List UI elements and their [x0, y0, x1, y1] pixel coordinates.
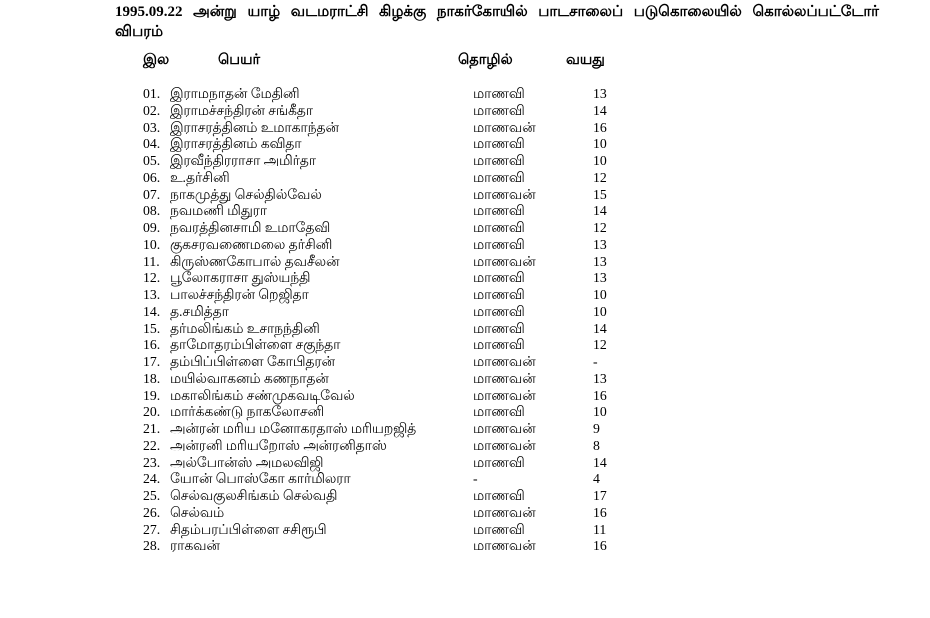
table-row [0, 203, 930, 220]
person-age: 12 [593, 337, 607, 353]
table-row [0, 136, 930, 153]
person-name: செல்வம் [170, 504, 225, 520]
table-row [0, 488, 930, 505]
person-occupation: மாணவி [473, 287, 525, 302]
row-number: 03. [143, 119, 161, 135]
row-number: 12. [143, 270, 161, 286]
person-occupation: மாணவி [473, 102, 525, 118]
table-row [0, 404, 930, 421]
row-number: 21. [143, 421, 161, 436]
row-number: 13. [143, 287, 161, 302]
person-name: ராகவன் [170, 538, 220, 554]
table-row [0, 505, 930, 522]
person-age: 9 [593, 421, 600, 436]
person-occupation: மாணவி [473, 337, 525, 353]
person-occupation: மாணவன் [473, 186, 536, 202]
person-occupation: மாணவி [473, 153, 525, 168]
person-name: குகசரவணைமலை தர்சினி [170, 236, 333, 252]
person-name: அன்ரன் மரிய மனோகரதாஸ் மரியறஜித் [170, 421, 417, 436]
person-age: 16 [593, 387, 607, 403]
row-number: 07. [143, 186, 161, 202]
row-number: 27. [143, 521, 161, 537]
person-age: - [593, 354, 598, 369]
table-row [0, 388, 930, 405]
person-occupation: மாணவி [473, 236, 525, 252]
roster-rows [0, 86, 930, 555]
person-age: 10 [593, 136, 607, 152]
person-age: 16 [593, 119, 607, 135]
table-row [0, 220, 930, 237]
row-number: 04. [143, 136, 161, 152]
person-name: தாமோதரம்பிள்ளை சகுந்தா [170, 337, 341, 353]
table-row [0, 455, 930, 472]
person-age: 14 [593, 203, 607, 219]
row-number: 10. [143, 236, 161, 252]
person-name: நாகமுத்து செல்தில்வேல் [170, 186, 322, 202]
row-number: 22. [143, 437, 161, 453]
person-name: மார்க்கண்டு நாகலோசனி [170, 404, 324, 420]
table-row [0, 287, 930, 304]
row-number: 28. [143, 538, 161, 554]
person-age: 16 [593, 504, 607, 520]
row-number: 26. [143, 504, 161, 520]
person-name: நவமணி மிதுரா [170, 203, 268, 219]
column-header-occupation: தொழில் [458, 52, 513, 68]
row-number: 11. [143, 253, 160, 269]
page-title-line2: விபரம் [115, 24, 164, 40]
person-occupation: மாணவி [473, 203, 525, 219]
row-number: 06. [143, 169, 161, 185]
person-occupation: மாணவன் [473, 253, 536, 269]
person-name: இராமநாதன் மேதினி [170, 86, 300, 101]
row-number: 14. [143, 303, 161, 319]
column-header-age: வயது [566, 52, 605, 68]
person-age: 15 [593, 186, 607, 202]
row-number: 24. [143, 471, 161, 487]
person-occupation: மாணவி [473, 220, 525, 235]
person-name: நவரத்தினசாமி உமாதேவி [170, 220, 331, 235]
person-name: பாலச்சந்திரன் றெஜிதா [170, 287, 309, 302]
person-age: 10 [593, 287, 607, 302]
row-number: 23. [143, 454, 161, 470]
table-row [0, 254, 930, 271]
person-age: 14 [593, 454, 607, 470]
column-header-number: இல [143, 52, 170, 68]
person-age: 14 [593, 320, 607, 336]
person-occupation: மாணவி [473, 169, 525, 185]
person-age: 17 [593, 488, 607, 503]
person-age: 10 [593, 303, 607, 319]
row-number: 17. [143, 354, 161, 369]
table-row [0, 321, 930, 338]
person-name: அன்ரனி மரியறோஸ் அன்ரனிதாஸ் [170, 437, 387, 453]
person-age: 13 [593, 86, 607, 101]
person-occupation: மாணவி [473, 136, 525, 152]
person-age: 8 [593, 437, 600, 453]
table-row [0, 103, 930, 120]
column-header-name: பெயர் [218, 52, 261, 68]
table-row [0, 337, 930, 354]
person-name: இரவீந்திரராசா அமிர்தா [170, 153, 316, 168]
person-age: 11 [593, 521, 607, 537]
table-row [0, 153, 930, 170]
person-age: 13 [593, 370, 607, 386]
table-row [0, 522, 930, 539]
table-row [0, 270, 930, 287]
row-number: 01. [143, 86, 161, 101]
person-occupation: மாணவன் [473, 504, 536, 520]
row-number: 02. [143, 102, 161, 118]
table-row [0, 86, 930, 103]
row-number: 25. [143, 488, 161, 503]
person-occupation: மாணவி [473, 270, 525, 286]
table-row [0, 170, 930, 187]
person-occupation: மாணவன் [473, 119, 536, 135]
row-number: 19. [143, 387, 161, 403]
row-number: 05. [143, 153, 161, 168]
person-age: 13 [593, 253, 607, 269]
row-number: 20. [143, 404, 161, 420]
person-occupation: மாணவி [473, 454, 525, 470]
person-age: 16 [593, 538, 607, 554]
person-occupation: மாணவி [473, 404, 525, 420]
table-row [0, 371, 930, 388]
person-name: யோன் பொஸ்கோ கார்மிலரா [170, 471, 351, 487]
person-name: கிருஸ்ணகோபால் தவசீலன் [170, 253, 340, 269]
table-row [0, 354, 930, 371]
table-row [0, 538, 930, 555]
person-age: 4 [593, 471, 600, 487]
row-number: 16. [143, 337, 161, 353]
table-header-row [0, 52, 930, 70]
person-occupation: மாணவன் [473, 354, 536, 369]
person-name: இராசரத்தினம் உமாகாந்தன் [170, 119, 339, 135]
table-row [0, 438, 930, 455]
row-number: 09. [143, 220, 161, 235]
person-age: 13 [593, 236, 607, 252]
table-row [0, 120, 930, 137]
page-title [115, 2, 879, 42]
person-name: அல்போன்ஸ் அமலவிஜி [170, 454, 324, 470]
page-title-line1: 1995.09.22 அன்று யாழ் வடமராட்சி கிழக்கு நாகர்கோயில் பாடசாலைப் படுகொலையில் கொல்லப்பட்டோர் [115, 4, 879, 20]
row-number: 08. [143, 203, 161, 219]
person-occupation: மாணவி [473, 86, 525, 101]
person-name: தம்பிப்பிள்ளை கோபிதரன் [170, 354, 335, 369]
person-name: த.சமித்தா [170, 303, 229, 319]
person-occupation: மாணவன் [473, 538, 536, 554]
person-name: மயில்வாகனம் கணநாதன் [170, 370, 329, 386]
person-occupation: மாணவி [473, 320, 525, 336]
person-occupation: மாணவன் [473, 370, 536, 386]
person-age: 12 [593, 220, 607, 235]
person-name: சிதம்பரப்பிள்ளை சசிரூபி [170, 521, 327, 537]
person-occupation: மாணவி [473, 521, 525, 537]
person-age: 10 [593, 404, 607, 420]
person-name: செல்வகுலசிங்கம் செல்வதி [170, 488, 338, 503]
person-occupation: மாணவன் [473, 437, 536, 453]
table-row [0, 304, 930, 321]
person-age: 10 [593, 153, 607, 168]
person-age: 12 [593, 169, 607, 185]
person-name: இராசரத்தினம் கவிதா [170, 136, 302, 152]
person-age: 13 [593, 270, 607, 286]
person-occupation: மாணவி [473, 488, 525, 503]
person-occupation: மாணவன் [473, 421, 536, 436]
person-name: இராமச்சந்திரன் சங்கீதா [170, 102, 313, 118]
person-occupation: மாணவி [473, 303, 525, 319]
person-name: தர்மலிங்கம் உசாநந்தினி [170, 320, 320, 336]
table-row [0, 187, 930, 204]
table-row [0, 237, 930, 254]
table-row [0, 421, 930, 438]
person-name: உ.தர்சினி [170, 169, 230, 185]
person-name: மகாலிங்கம் சண்முகவடிவேல் [170, 387, 355, 403]
person-age: 14 [593, 102, 607, 118]
row-number: 15. [143, 320, 161, 336]
person-name: பூலோகராசா துஸ்யந்தி [170, 270, 311, 286]
person-occupation: மாணவன் [473, 387, 536, 403]
person-occupation: - [473, 471, 478, 487]
table-row [0, 471, 930, 488]
row-number: 18. [143, 370, 161, 386]
